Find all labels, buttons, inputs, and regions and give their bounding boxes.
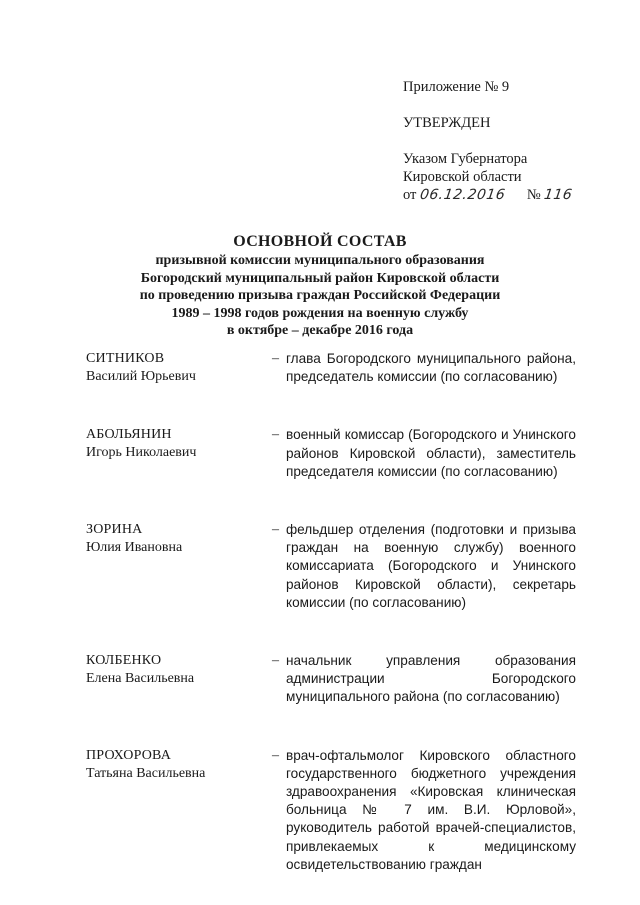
approval-stamp-block (403, 78, 603, 204)
decree-line-1: Указом Губернатора (403, 151, 528, 167)
member-given-name: Василий Юрьевич (86, 369, 196, 384)
member-entry (86, 426, 576, 481)
member-given-name: Игорь Николаевич (86, 445, 197, 461)
title-line-4: 1989 – 1998 годов рождения на военную службу (171, 305, 469, 321)
member-entry (86, 521, 576, 612)
decree-line-2: Кировской области (403, 169, 522, 185)
member-entry (86, 652, 576, 707)
member-given-name: Татьяна Васильевна (86, 765, 206, 781)
title-line-3: по проведению призыва граждан Российской Федерации (139, 288, 501, 303)
from-prefix: от (403, 187, 417, 203)
title-main: ОСНОВНОЙ СОСТАВ (233, 233, 407, 250)
member-name (86, 521, 272, 612)
member-surname: ПРОХОРОВА (86, 747, 172, 763)
title-line-2: Богородский муниципальный район Кировской области (140, 270, 500, 286)
member-dash: – (272, 427, 279, 443)
member-surname: СИТНИКОВ (86, 351, 165, 366)
member-surname: АБОЛЬЯНИН (86, 427, 172, 443)
document-title (0, 232, 640, 340)
member-role: фельдшер отделения (подготовки и призыва граждан на военную службу) военного комиссариата (Богородского и Унинского районов Кировской области), секретарь комиссии (по согласованию) (286, 522, 576, 610)
member-entry (86, 350, 576, 386)
member-dash: – (272, 522, 279, 538)
decree-date-line (403, 186, 603, 204)
member-dash: – (272, 653, 279, 669)
member-surname: КОЛБЕНКО (86, 653, 162, 669)
number-prefix: № (526, 187, 541, 203)
title-line-5: в октябре – декабре 2016 года (226, 323, 414, 338)
member-name (86, 350, 272, 386)
member-role: глава Богородского муниципального района, председатель комиссии (по согласованию) (286, 351, 576, 385)
member-role: военный комиссар (Богородского и Унинского районов Кировской области), заместитель председателя комиссии (по согласованию) (286, 427, 576, 479)
member-dash: – (272, 351, 279, 366)
approved-label: УТВЕРЖДЕН (403, 115, 491, 131)
member-entry (86, 747, 576, 874)
appendix-label: Приложение № 9 (403, 79, 510, 95)
commission-members-list (86, 350, 576, 874)
handwritten-date: 06.12.2016 (418, 187, 507, 203)
member-role: врач-офтальмолог Кировского областного государственного бюджетного учреждения здравоохранения «Кировская клиническая больница № 7 им. В.И. Юрловой», руководитель работой врачей-специалистов, привлекаемых к медицинскому освидетельствованию граждан (286, 747, 576, 872)
member-role: начальник управления образования администрации Богородского муниципального района (по согласованию) (286, 653, 576, 705)
member-surname: ЗОРИНА (86, 522, 143, 538)
handwritten-number: 116 (543, 187, 574, 203)
member-name (86, 747, 272, 874)
member-name (86, 426, 272, 481)
member-given-name: Юлия Ивановна (86, 540, 183, 556)
member-name (86, 652, 272, 707)
title-line-1: призывной комиссии муниципального образования (155, 253, 485, 268)
member-given-name: Елена Васильевна (86, 671, 195, 687)
member-dash: – (272, 747, 279, 763)
